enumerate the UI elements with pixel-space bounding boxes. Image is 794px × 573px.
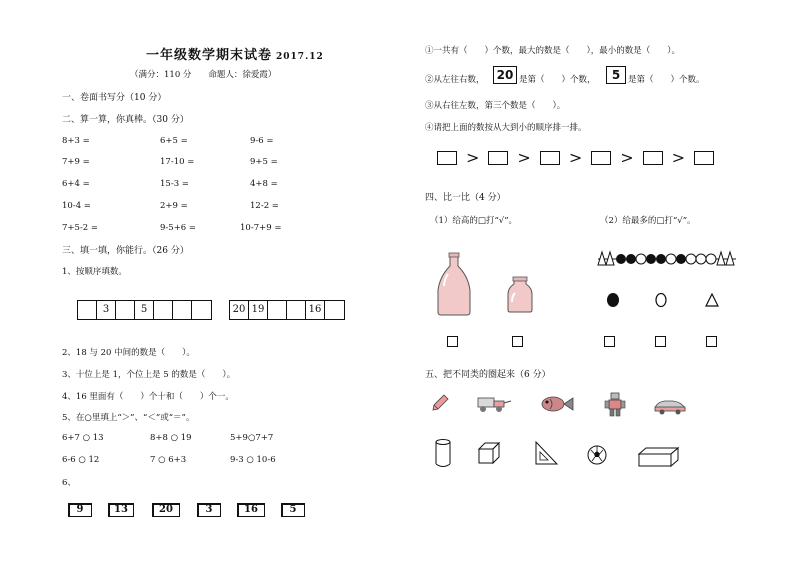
cube-icon[interactable]	[476, 440, 502, 466]
sequence-cell[interactable]	[325, 301, 344, 319]
greater-than-sign: >	[620, 148, 634, 167]
order-box[interactable]	[591, 151, 611, 165]
sequence-cell[interactable]: 5	[135, 301, 154, 319]
question-1: 1、按顺序填数。	[62, 267, 127, 277]
order-box[interactable]	[540, 151, 560, 165]
number-card: 5	[281, 503, 305, 517]
checkbox-tall-bottle[interactable]	[447, 336, 458, 347]
short-bottle-icon	[506, 276, 534, 314]
bead-string-icon	[596, 248, 738, 270]
order-box[interactable]	[437, 151, 457, 165]
cylinder-icon[interactable]	[433, 438, 453, 468]
number-card-5: 5	[606, 66, 626, 84]
number-card: 20	[152, 503, 180, 517]
question-r3: ③从右往左数，第三个数是（ ）。	[425, 101, 566, 111]
checkbox-hollow-circle[interactable]	[655, 336, 666, 347]
section-1-heading: 一、卷面书写分（10 分）	[62, 93, 167, 103]
greater-than-sign: >	[466, 148, 480, 167]
sequence-cell[interactable]	[116, 301, 135, 319]
question-5: 5、在○里填上“＞”、“＜”或“＝”。	[62, 413, 195, 423]
compare-item: 6+7 ○ 13	[62, 433, 104, 443]
calc-item: 12-2 =	[250, 201, 279, 211]
calc-item: 2+9 =	[160, 201, 188, 211]
triangle-ruler-icon[interactable]	[533, 440, 559, 466]
question-3: 3、十位上是 1，个位上是 5 的数是（ ）。	[62, 370, 236, 380]
compare-item: 7 ○ 6+3	[150, 455, 187, 465]
number-card: 3	[197, 503, 221, 517]
title-year: 2017.12	[276, 52, 324, 62]
order-box[interactable]	[694, 151, 714, 165]
sequence-cell[interactable]: 3	[97, 301, 116, 319]
calc-item: 10-7+9 =	[240, 223, 282, 233]
number-card-20: 20	[493, 66, 517, 84]
tall-bottle-icon	[434, 252, 474, 316]
sequence-cell[interactable]	[154, 301, 173, 319]
calc-item: 4+8 =	[250, 179, 278, 189]
number-card: 9	[68, 503, 92, 517]
calc-item: 9-5+6 =	[160, 223, 197, 233]
compare-item: 6-6 ○ 12	[62, 455, 100, 465]
greater-than-sign: >	[517, 148, 531, 167]
subquestion-taller: （1）给高的□打“√”。	[430, 216, 518, 226]
sequence-cell[interactable]	[268, 301, 287, 319]
filled-circle-icon	[605, 292, 621, 308]
sequence-cell[interactable]: 20	[230, 301, 249, 319]
calc-item: 15-3 =	[160, 179, 189, 189]
soccer-ball-icon[interactable]	[586, 444, 608, 466]
sequence-boxes-1	[77, 300, 212, 320]
title-text: 一年级数学期末试卷	[146, 48, 273, 63]
section-2-heading: 二、算一算，你真棒。（30 分）	[62, 115, 189, 125]
toy-truck-icon[interactable]	[472, 393, 512, 415]
calc-item: 6+4 =	[62, 179, 90, 189]
sequence-cell[interactable]: 16	[306, 301, 325, 319]
subquestion-most: （2）给最多的□打“√”。	[600, 216, 696, 226]
order-box[interactable]	[488, 151, 508, 165]
order-box[interactable]	[643, 151, 663, 165]
sequence-cell[interactable]	[78, 301, 97, 319]
greater-than-sign: >	[568, 148, 583, 167]
question-4: 4、16 里面有（ ）个十和（ ）个一。	[62, 392, 234, 402]
pencil-icon[interactable]	[432, 393, 450, 413]
sequence-cell[interactable]: 19	[249, 301, 268, 319]
sequence-boxes-2	[229, 300, 345, 320]
r2-prefix: ②从左往右数，	[425, 75, 485, 85]
section-3-heading: 三、填一填，你能行。（26 分）	[62, 246, 189, 256]
cuboid-icon[interactable]	[637, 446, 681, 468]
calc-item: 9-6 =	[250, 136, 274, 146]
calc-item: 7+5-2 =	[62, 223, 99, 233]
triangle-icon	[704, 292, 720, 308]
toy-robot-icon[interactable]	[604, 391, 626, 417]
page-title	[146, 44, 324, 63]
checkbox-filled-circle[interactable]	[604, 336, 615, 347]
calc-item: 8+3 =	[62, 136, 90, 146]
checkbox-triangle[interactable]	[706, 336, 717, 347]
section-4-heading: 四、比一比（4 分）	[425, 193, 506, 203]
checkbox-short-bottle[interactable]	[512, 336, 523, 347]
sequence-cell[interactable]	[192, 301, 211, 319]
number-card: 13	[108, 503, 134, 517]
greater-than-sign: >	[671, 148, 686, 167]
calc-item: 6+5 =	[160, 136, 188, 146]
toy-fish-icon[interactable]	[538, 394, 574, 414]
compare-item: 8+8 ○ 19	[150, 433, 192, 443]
sequence-cell[interactable]	[173, 301, 192, 319]
r2-middle: 是第（ ）个数，	[519, 75, 596, 85]
question-r4: ④请把上面的数按从大到小的顺序排一排。	[425, 123, 587, 133]
compare-item: 5+9○7+7	[230, 433, 274, 443]
hollow-circle-icon	[653, 292, 669, 308]
question-6: 6、	[62, 478, 76, 488]
compare-item: 9-3 ○ 10-6	[230, 455, 276, 465]
toy-car-icon[interactable]	[652, 395, 688, 415]
order-boxes	[437, 148, 714, 167]
question-r1: ①一共有（ ）个数，最大的数是（ ），最小的数是（ ）。	[425, 46, 681, 56]
sequence-cell[interactable]	[287, 301, 306, 319]
question-2: 2、18 与 20 中间的数是（ ）。	[62, 348, 195, 358]
calc-item: 7+9 =	[62, 157, 90, 167]
subtitle: （满分：110 分 命题人：徐爱霞）	[130, 70, 277, 80]
section-5-heading: 五、把不同类的圈起来（6 分）	[425, 370, 551, 380]
question-r2	[425, 73, 485, 85]
calc-item: 9+5 =	[250, 157, 278, 167]
calc-item: 10-4 =	[62, 201, 91, 211]
number-card: 16	[237, 503, 265, 517]
calc-item: 17-10 =	[160, 157, 195, 167]
r2-suffix: 是第（ ）个数。	[628, 75, 705, 85]
